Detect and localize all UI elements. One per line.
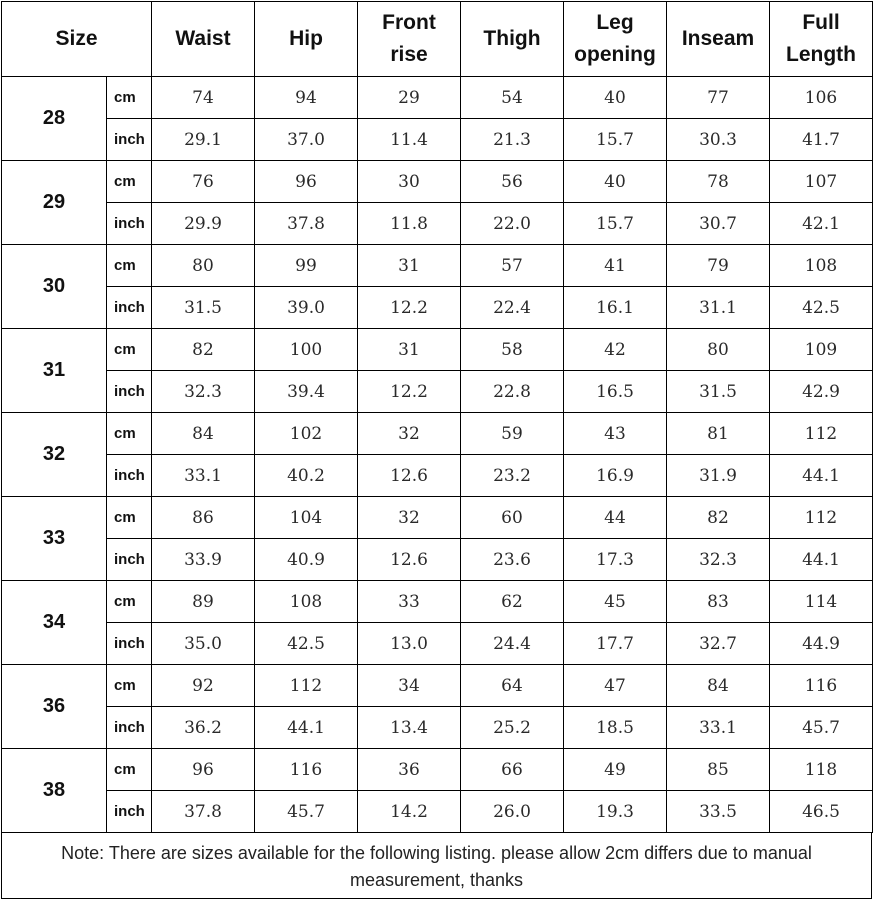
table-cell: 44 xyxy=(564,497,667,539)
header-full-length xyxy=(770,2,873,77)
table-cell: 13.0 xyxy=(358,623,461,665)
table-cell: 59 xyxy=(461,413,564,455)
unit-label-cm: cm xyxy=(107,329,152,371)
table-cell: 32 xyxy=(358,497,461,539)
table-cell: 106 xyxy=(770,77,873,119)
table-row xyxy=(2,119,873,161)
table-row xyxy=(2,245,873,287)
header-waist: Waist xyxy=(152,2,255,77)
header-leg-opening xyxy=(564,2,667,77)
size-label: 38 xyxy=(2,749,107,833)
table-cell: 84 xyxy=(152,413,255,455)
header-inseam: Inseam xyxy=(667,2,770,77)
table-row xyxy=(2,455,873,497)
table-cell: 107 xyxy=(770,161,873,203)
table-row xyxy=(2,329,873,371)
table-cell: 47 xyxy=(564,665,667,707)
unit-label-cm: cm xyxy=(107,245,152,287)
table-cell: 96 xyxy=(152,749,255,791)
table-cell: 33 xyxy=(358,581,461,623)
table-cell: 62 xyxy=(461,581,564,623)
table-cell: 33.5 xyxy=(667,791,770,833)
table-cell: 116 xyxy=(255,749,358,791)
table-cell: 30.7 xyxy=(667,203,770,245)
table-cell: 26.0 xyxy=(461,791,564,833)
table-cell: 45.7 xyxy=(255,791,358,833)
table-cell: 19.3 xyxy=(564,791,667,833)
table-row xyxy=(2,539,873,581)
table-cell: 40 xyxy=(564,161,667,203)
table-cell: 89 xyxy=(152,581,255,623)
unit-label-inch: inch xyxy=(107,539,152,581)
table-cell: 22.0 xyxy=(461,203,564,245)
table-cell: 104 xyxy=(255,497,358,539)
table-cell: 40.2 xyxy=(255,455,358,497)
table-cell: 94 xyxy=(255,77,358,119)
size-table-body xyxy=(2,77,873,833)
table-cell: 33.1 xyxy=(667,707,770,749)
unit-label-inch: inch xyxy=(107,791,152,833)
table-cell: 42 xyxy=(564,329,667,371)
table-cell: 29 xyxy=(358,77,461,119)
size-label: 33 xyxy=(2,497,107,581)
table-row xyxy=(2,287,873,329)
table-cell: 44.1 xyxy=(255,707,358,749)
unit-label-inch: inch xyxy=(107,371,152,413)
unit-label-inch: inch xyxy=(107,203,152,245)
table-cell: 31 xyxy=(358,245,461,287)
table-cell: 33.9 xyxy=(152,539,255,581)
table-cell: 17.3 xyxy=(564,539,667,581)
table-row xyxy=(2,203,873,245)
table-cell: 43 xyxy=(564,413,667,455)
header-front-rise-line2: rise xyxy=(390,43,428,66)
table-cell: 30 xyxy=(358,161,461,203)
table-cell: 29.1 xyxy=(152,119,255,161)
table-cell: 96 xyxy=(255,161,358,203)
table-cell: 118 xyxy=(770,749,873,791)
table-cell: 31.1 xyxy=(667,287,770,329)
header-front-rise xyxy=(358,2,461,77)
table-cell: 16.9 xyxy=(564,455,667,497)
table-row xyxy=(2,371,873,413)
table-cell: 15.7 xyxy=(564,119,667,161)
table-cell: 44.9 xyxy=(770,623,873,665)
table-cell: 12.2 xyxy=(358,371,461,413)
header-full-length-line1: Full xyxy=(802,11,840,34)
size-table xyxy=(1,1,873,833)
table-cell: 80 xyxy=(667,329,770,371)
table-cell: 31 xyxy=(358,329,461,371)
table-cell: 76 xyxy=(152,161,255,203)
header-leg-opening-line1: Leg xyxy=(596,11,634,34)
table-cell: 80 xyxy=(152,245,255,287)
table-cell: 32.3 xyxy=(152,371,255,413)
table-cell: 37.8 xyxy=(152,791,255,833)
table-cell: 82 xyxy=(667,497,770,539)
table-cell: 102 xyxy=(255,413,358,455)
table-cell: 33.1 xyxy=(152,455,255,497)
unit-label-cm: cm xyxy=(107,413,152,455)
table-cell: 12.6 xyxy=(358,539,461,581)
header-row xyxy=(2,2,873,77)
table-cell: 35.0 xyxy=(152,623,255,665)
table-cell: 99 xyxy=(255,245,358,287)
unit-label-inch: inch xyxy=(107,707,152,749)
header-thigh: Thigh xyxy=(461,2,564,77)
table-cell: 16.1 xyxy=(564,287,667,329)
table-cell: 12.6 xyxy=(358,455,461,497)
table-cell: 58 xyxy=(461,329,564,371)
size-label: 34 xyxy=(2,581,107,665)
table-cell: 46.5 xyxy=(770,791,873,833)
table-cell: 42.5 xyxy=(770,287,873,329)
table-cell: 112 xyxy=(770,413,873,455)
size-label: 36 xyxy=(2,665,107,749)
table-cell: 36.2 xyxy=(152,707,255,749)
table-cell: 54 xyxy=(461,77,564,119)
table-row xyxy=(2,581,873,623)
table-cell: 108 xyxy=(255,581,358,623)
table-cell: 84 xyxy=(667,665,770,707)
table-cell: 11.8 xyxy=(358,203,461,245)
table-cell: 37.0 xyxy=(255,119,358,161)
header-front-rise-line1: Front xyxy=(382,11,436,34)
table-row xyxy=(2,77,873,119)
table-cell: 39.0 xyxy=(255,287,358,329)
table-cell: 40.9 xyxy=(255,539,358,581)
table-cell: 92 xyxy=(152,665,255,707)
table-cell: 32 xyxy=(358,413,461,455)
table-cell: 83 xyxy=(667,581,770,623)
table-row xyxy=(2,749,873,791)
unit-label-cm: cm xyxy=(107,497,152,539)
unit-label-inch: inch xyxy=(107,455,152,497)
table-cell: 11.4 xyxy=(358,119,461,161)
table-cell: 77 xyxy=(667,77,770,119)
table-cell: 56 xyxy=(461,161,564,203)
table-row xyxy=(2,623,873,665)
unit-label-cm: cm xyxy=(107,581,152,623)
table-cell: 81 xyxy=(667,413,770,455)
table-cell: 45.7 xyxy=(770,707,873,749)
table-cell: 108 xyxy=(770,245,873,287)
table-cell: 42.5 xyxy=(255,623,358,665)
table-cell: 23.2 xyxy=(461,455,564,497)
table-cell: 82 xyxy=(152,329,255,371)
note-text: Note: There are sizes available for the following listing. please allow 2cm differs due to manual measurement, thanks xyxy=(1,832,872,899)
unit-label-cm: cm xyxy=(107,77,152,119)
header-hip: Hip xyxy=(255,2,358,77)
table-cell: 85 xyxy=(667,749,770,791)
table-cell: 40 xyxy=(564,77,667,119)
table-cell: 25.2 xyxy=(461,707,564,749)
size-label: 30 xyxy=(2,245,107,329)
table-cell: 116 xyxy=(770,665,873,707)
header-full-length-line2: Length xyxy=(786,43,856,66)
unit-label-cm: cm xyxy=(107,749,152,791)
table-cell: 100 xyxy=(255,329,358,371)
unit-label-inch: inch xyxy=(107,119,152,161)
table-cell: 74 xyxy=(152,77,255,119)
size-label: 29 xyxy=(2,161,107,245)
size-label: 31 xyxy=(2,329,107,413)
table-row xyxy=(2,791,873,833)
table-cell: 32.7 xyxy=(667,623,770,665)
table-cell: 17.7 xyxy=(564,623,667,665)
unit-label-inch: inch xyxy=(107,287,152,329)
table-cell: 41.7 xyxy=(770,119,873,161)
table-cell: 14.2 xyxy=(358,791,461,833)
table-cell: 64 xyxy=(461,665,564,707)
table-cell: 112 xyxy=(770,497,873,539)
table-cell: 31.5 xyxy=(152,287,255,329)
table-cell: 32.3 xyxy=(667,539,770,581)
table-cell: 34 xyxy=(358,665,461,707)
table-cell: 112 xyxy=(255,665,358,707)
table-cell: 41 xyxy=(564,245,667,287)
table-cell: 29.9 xyxy=(152,203,255,245)
table-cell: 57 xyxy=(461,245,564,287)
table-cell: 22.8 xyxy=(461,371,564,413)
table-cell: 22.4 xyxy=(461,287,564,329)
table-row xyxy=(2,161,873,203)
unit-label-cm: cm xyxy=(107,665,152,707)
table-cell: 60 xyxy=(461,497,564,539)
table-cell: 12.2 xyxy=(358,287,461,329)
size-label: 28 xyxy=(2,77,107,161)
table-cell: 44.1 xyxy=(770,455,873,497)
table-row xyxy=(2,665,873,707)
table-cell: 36 xyxy=(358,749,461,791)
table-cell: 44.1 xyxy=(770,539,873,581)
size-label: 32 xyxy=(2,413,107,497)
table-cell: 42.1 xyxy=(770,203,873,245)
table-cell: 45 xyxy=(564,581,667,623)
table-cell: 114 xyxy=(770,581,873,623)
table-cell: 21.3 xyxy=(461,119,564,161)
table-cell: 23.6 xyxy=(461,539,564,581)
table-cell: 24.4 xyxy=(461,623,564,665)
table-row xyxy=(2,707,873,749)
table-cell: 13.4 xyxy=(358,707,461,749)
header-leg-opening-line2: opening xyxy=(574,43,656,66)
table-cell: 42.9 xyxy=(770,371,873,413)
table-cell: 15.7 xyxy=(564,203,667,245)
table-cell: 49 xyxy=(564,749,667,791)
table-cell: 31.9 xyxy=(667,455,770,497)
table-cell: 31.5 xyxy=(667,371,770,413)
header-size: Size xyxy=(2,2,152,77)
table-row xyxy=(2,497,873,539)
table-cell: 30.3 xyxy=(667,119,770,161)
table-cell: 37.8 xyxy=(255,203,358,245)
table-cell: 39.4 xyxy=(255,371,358,413)
table-cell: 78 xyxy=(667,161,770,203)
unit-label-cm: cm xyxy=(107,161,152,203)
table-cell: 66 xyxy=(461,749,564,791)
table-cell: 16.5 xyxy=(564,371,667,413)
unit-label-inch: inch xyxy=(107,623,152,665)
table-row xyxy=(2,413,873,455)
table-cell: 79 xyxy=(667,245,770,287)
table-cell: 86 xyxy=(152,497,255,539)
table-cell: 109 xyxy=(770,329,873,371)
table-cell: 18.5 xyxy=(564,707,667,749)
